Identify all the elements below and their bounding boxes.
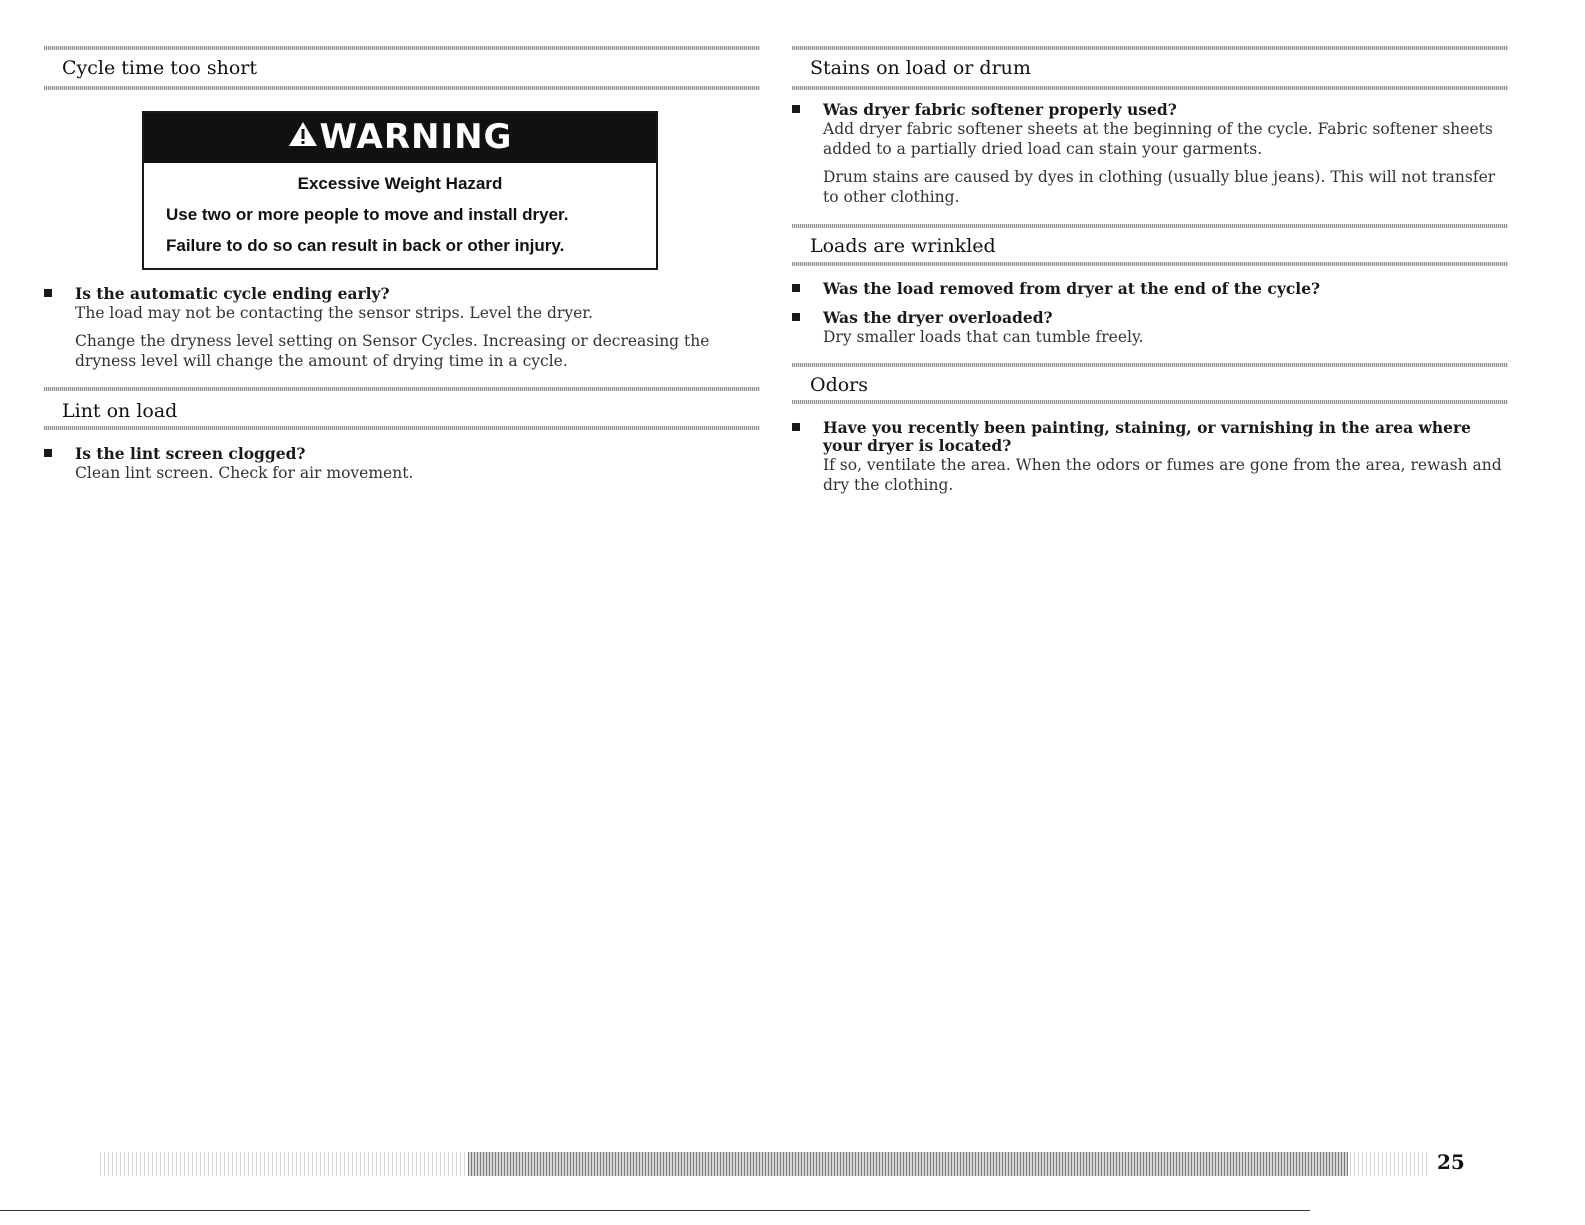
bullet-icon — [792, 313, 800, 321]
answer-text: Clean lint screen. Check for air movement. — [75, 464, 414, 482]
question-text: Was the load removed from dryer at the end of the cycle? — [823, 279, 1321, 298]
section-title-odors: Odors — [810, 374, 869, 396]
section-rule — [792, 46, 1508, 50]
warning-line-1: Use two or more people to move and install dryer. — [166, 205, 569, 224]
footer-decoration-left — [100, 1152, 468, 1176]
section-rule — [44, 426, 760, 430]
section-rule — [792, 262, 1508, 266]
bullet-icon — [44, 289, 52, 297]
page-number: 25 — [1437, 1150, 1465, 1174]
list-item — [792, 280, 1508, 298]
footer-bar — [468, 1152, 1348, 1176]
answer-text: Add dryer fabric softener sheets at the beginning of the cycle. Fabric softener sheets added to a partially dried load can stain your garments. — [823, 120, 1493, 158]
list-item — [792, 309, 1508, 347]
answer-text: Change the dryness level setting on Sensor Cycles. Increasing or decreasing the dryness level will change the amount of drying time in a cycle. — [75, 332, 710, 370]
section-title-lint-on-load: Lint on load — [62, 400, 178, 422]
footer-decoration-right — [1350, 1152, 1430, 1176]
question-text: Have you recently been painting, staining, or varnishing in the area where your dryer is located? — [823, 418, 1472, 455]
answer-text: If so, ventilate the area. When the odors or fumes are gone from the area, rewash and dry the clothing. — [823, 456, 1502, 494]
answer-text: Drum stains are caused by dyes in clothing (usually blue jeans). This will not transfer to other clothing. — [823, 168, 1496, 206]
section-rule — [792, 363, 1508, 367]
bullet-icon — [792, 284, 800, 292]
bullet-icon — [792, 105, 800, 113]
warning-triangle-icon — [288, 117, 318, 157]
answer-text: The load may not be contacting the sensor strips. Level the dryer. — [75, 304, 593, 322]
warning-line-2: Failure to do so can result in back or other injury. — [166, 236, 565, 255]
section-rule — [44, 387, 760, 391]
warning-header — [144, 113, 656, 163]
question-text: Is the lint screen clogged? — [75, 444, 306, 463]
section-title-loads-wrinkled: Loads are wrinkled — [810, 235, 996, 257]
section-rule — [44, 46, 760, 50]
list-item — [792, 101, 1508, 207]
page-bottom-rule — [0, 1210, 1310, 1211]
warning-box — [142, 111, 658, 270]
answer-text: Dry smaller loads that can tumble freely. — [823, 328, 1144, 346]
bullet-icon — [44, 449, 52, 457]
section-title-cycle-time-too-short: Cycle time too short — [62, 57, 257, 79]
section-rule — [792, 400, 1508, 404]
warning-header-text: WARNING — [319, 117, 513, 157]
section-title-stains: Stains on load or drum — [810, 57, 1031, 79]
section-rule — [792, 86, 1508, 90]
section-rule — [792, 224, 1508, 228]
list-item — [44, 285, 760, 371]
warning-title: Excessive Weight Hazard — [297, 174, 503, 193]
question-text: Was dryer fabric softener properly used? — [823, 100, 1177, 119]
list-item — [44, 445, 760, 483]
question-text: Is the automatic cycle ending early? — [75, 284, 390, 303]
list-item — [792, 419, 1508, 495]
section-rule — [44, 86, 760, 90]
bullet-icon — [792, 423, 800, 431]
question-text: Was the dryer overloaded? — [823, 308, 1053, 327]
